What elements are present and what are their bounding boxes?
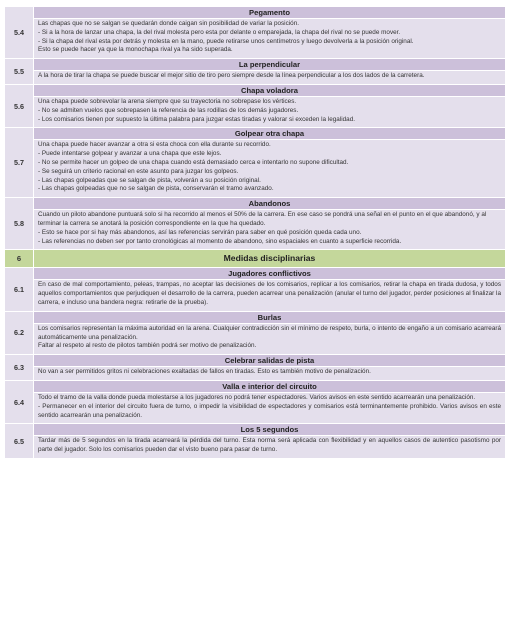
rule-line: - Si a la hora de lanzar una chapa, la del rival molesta pero esta por delante o emparejada, la chapa del rival no se puede mover. bbox=[38, 28, 401, 36]
rule-number: 5.5 bbox=[5, 59, 34, 84]
rule-number: 5.4 bbox=[5, 7, 34, 58]
rule-line: - Se seguirá un criterio racional en este asunto para juzgar los golpeos. bbox=[38, 167, 239, 175]
rule-body bbox=[34, 367, 505, 380]
rule-number: 5.7 bbox=[5, 128, 34, 197]
rule-number: 6.3 bbox=[5, 355, 34, 380]
rule-line: - Las chapas golpeadas que se salgan de pista, volverán a su posición original. bbox=[38, 176, 261, 184]
rule-line: Esto se puede hacer ya que la monochapa rival ya ha sido superada. bbox=[38, 46, 233, 54]
rule-title: Valla e interior del circuito bbox=[34, 381, 505, 393]
rule-title: Celebrar salidas de pista bbox=[34, 355, 505, 367]
rule-title: Jugadores conflictivos bbox=[34, 268, 505, 280]
rule-line: No van a ser permitidos gritos ni celebraciones exaltadas de fallos en tiradas. Esto es también motivo de penalización. bbox=[38, 368, 371, 376]
rule-body bbox=[34, 71, 505, 84]
rule-line: - Esto se hace por si hay más abandonos, así las referencias servirán para saber en qué posición queda cada uno. bbox=[38, 228, 362, 236]
rule-line: Las chapas que no se salgan se quedarán donde caigan sin posibilidad de variar la posición. bbox=[38, 20, 299, 27]
rule-row bbox=[5, 128, 505, 198]
rule-line: - No se admiten vuelos que sobrepasen la referencia de las rodillas de los demás jugadores. bbox=[38, 106, 299, 114]
rule-body bbox=[34, 140, 505, 197]
rule-row bbox=[5, 7, 505, 59]
rule-number: 6.1 bbox=[5, 268, 34, 310]
rule-number: 6.5 bbox=[5, 424, 34, 458]
rule-line: Faltar al respeto al resto de pilotos también podrá ser motivo de penalización. bbox=[38, 342, 257, 350]
rule-body bbox=[34, 97, 505, 127]
rule-body bbox=[34, 324, 505, 354]
rule-row bbox=[5, 424, 505, 459]
rule-line: - Si la chapa del rival esta por detrás y molesta en la mano, puede retirarse unos centímetros y luego devolverla a la posición original. bbox=[38, 37, 414, 45]
rule-row bbox=[5, 381, 505, 424]
rule-title: Los 5 segundos bbox=[34, 424, 505, 436]
rule-line: - Puede intentarse golpear y avanzar a una chapa que este lejos. bbox=[38, 150, 222, 158]
rule-row bbox=[5, 268, 505, 311]
rule-line: Cuando un piloto abandone puntuará solo si ha recorrido al menos el 50% de la carrera. En ese caso se pondrá una señal en el punto en el que abandonó, y al terminar la carrera se anotará la posición correspondiente en la que ha quedado. bbox=[38, 211, 487, 227]
rule-title: Golpear otra chapa bbox=[34, 128, 505, 140]
rule-row bbox=[5, 198, 505, 250]
rule-title: Pegamento bbox=[34, 7, 505, 19]
section-title: Medidas disciplinarias bbox=[34, 250, 505, 267]
rule-line: En caso de mal comportamiento, peleas, trampas, no aceptar las decisiones de los comisarios, replicar a los comisarios, retirar la chapa en tirada dudosa, y todos aquellos comportamientos que perjudiquen el desarrollo de la carrera, pueden acarrear una penalización (anular el turno del jugador, perder posiciones al finalizar la carrera, e incluso una bandera negra: retirarle de la prueba). bbox=[38, 281, 501, 306]
rule-row bbox=[5, 312, 505, 355]
rule-body bbox=[34, 19, 505, 58]
section-header bbox=[5, 250, 505, 268]
rule-body bbox=[34, 210, 505, 249]
rule-number: 6.2 bbox=[5, 312, 34, 354]
rule-line: - Las referencias no deben ser por tanto cronológicas al momento de abandono, sino espaciales en cuanto a superficie recorrida. bbox=[38, 237, 402, 245]
rule-row bbox=[5, 355, 505, 381]
rule-number: 5.6 bbox=[5, 85, 34, 127]
rule-number: 6.4 bbox=[5, 381, 34, 423]
rule-line: - Permanecer en el interior del circuito fuera de turno, o impedir la visibilidad de espectadores y comisarios está terminantemente prohibido. Varios avisos en este sentido acarrearán una penalización. bbox=[38, 402, 501, 419]
section-number: 6 bbox=[5, 250, 34, 267]
rule-body bbox=[34, 393, 505, 423]
rule-title: La perpendicular bbox=[34, 59, 505, 71]
rule-line: Tardar más de 5 segundos en la tirada acarreará la pérdida del turno. Esta norma será aplicada con flexibilidad y en aquellos casos de autentico pasotismo por parte del jugador. Solo los comisarios pueden dar el visto bueno para pasar de turno. bbox=[38, 437, 501, 454]
rule-title: Abandonos bbox=[34, 198, 505, 210]
rule-line: - No se permite hacer un golpeo de una chapa cuando está demasiado cerca e intentarlo no supone dificultad. bbox=[38, 158, 349, 166]
rule-row bbox=[5, 59, 505, 85]
rule-line: Una chapa puede sobrevolar la arena siempre que su trayectoria no sobrepase los vértices. bbox=[38, 97, 297, 105]
rule-line: - Los comisarios tienen por supuesto la última palabra para juzgar estas tiradas y valorar si exceden la legalidad. bbox=[38, 115, 356, 123]
rule-title: Burlas bbox=[34, 312, 505, 324]
rule-line: Todo el tramo de la valla donde pueda molestarse a los jugadores no podrá tener espectadores. Varios avisos en este sentido acarrearán una penalización. bbox=[38, 393, 476, 401]
rule-line: Los comisarios representan la máxima autoridad en la arena. Cualquier contradicción sin el mínimo de respeto, burla, o intento de engaño a un comisario acarreará automáticamente una penalización. bbox=[38, 324, 501, 341]
rule-number: 5.8 bbox=[5, 198, 34, 249]
rule-line: - Las chapas golpeadas que no se salgan de pista, conservarán el tramo avanzado. bbox=[38, 185, 274, 193]
rule-line: Una chapa puede hacer avanzar a otra si esta choca con ella durante su recorrido. bbox=[38, 141, 271, 149]
rules-table bbox=[5, 7, 505, 459]
rule-line: A la hora de tirar la chapa se puede buscar el mejor sitio de tiro pero siempre desde la línea perpendicular a los dos lados de la carretera. bbox=[38, 72, 425, 80]
rule-body bbox=[34, 280, 505, 310]
rule-body bbox=[34, 436, 505, 458]
rule-title: Chapa voladora bbox=[34, 85, 505, 97]
rule-row bbox=[5, 85, 505, 128]
